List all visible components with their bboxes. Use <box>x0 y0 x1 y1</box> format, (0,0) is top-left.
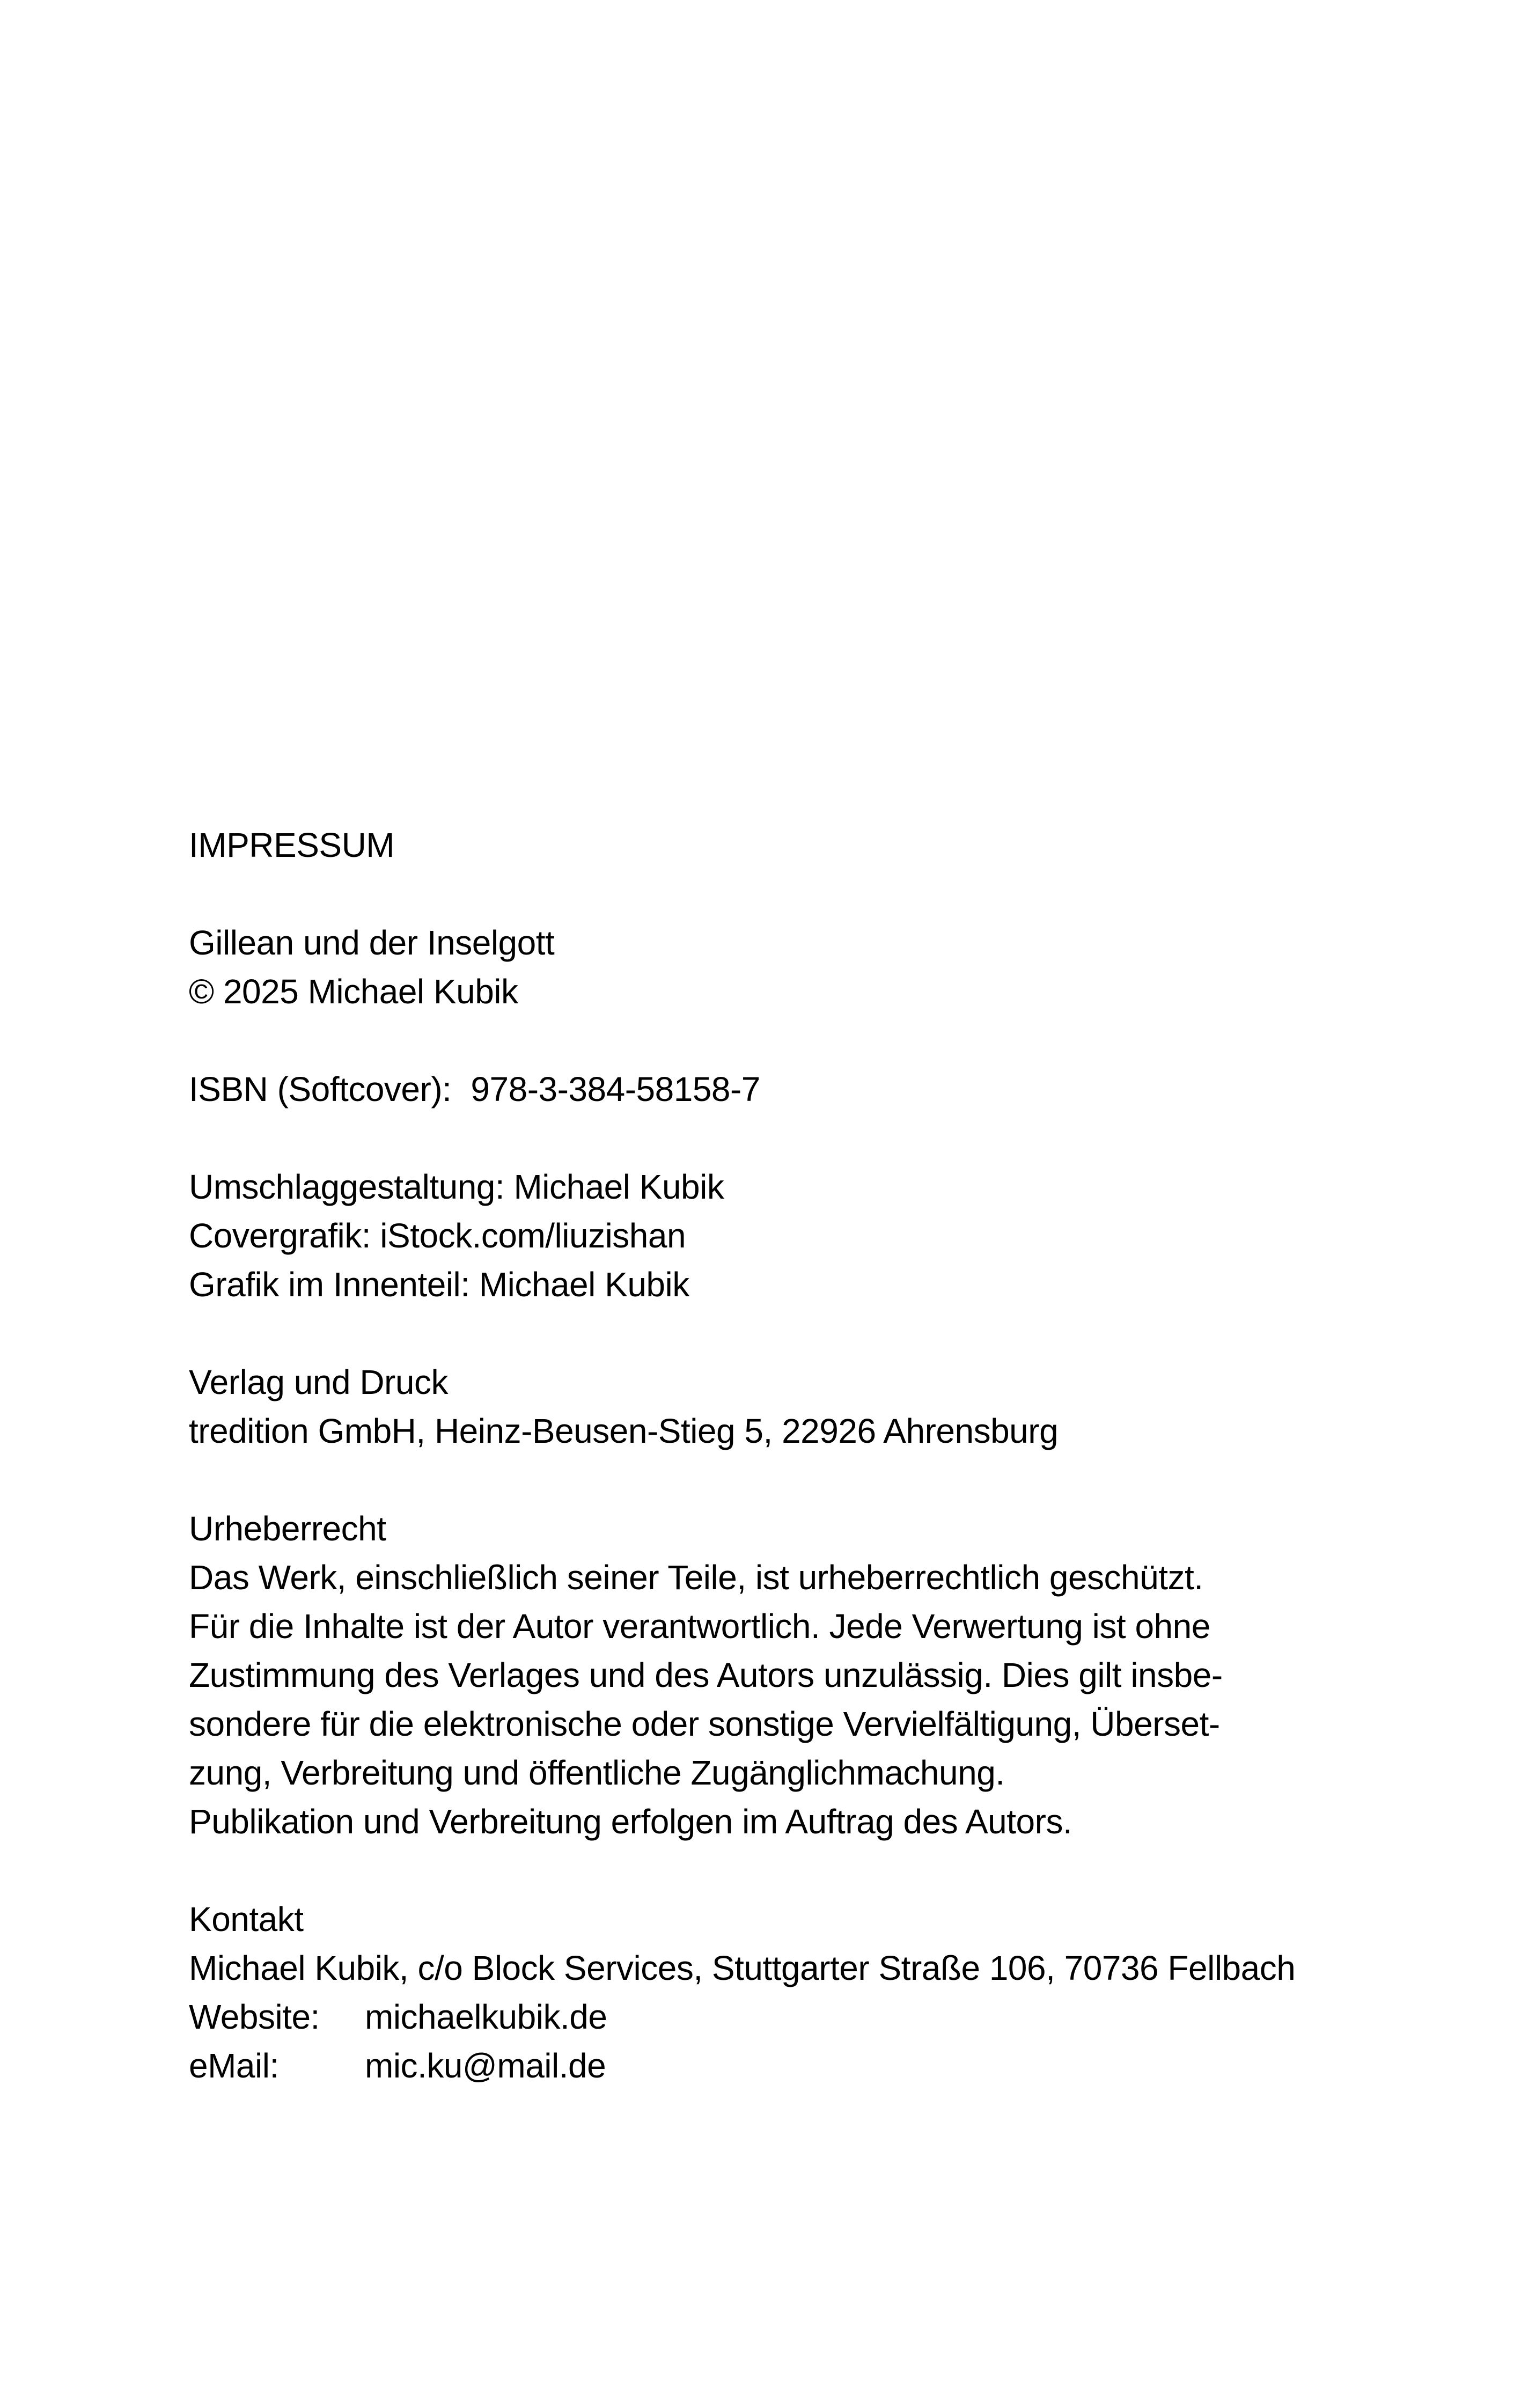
isbn-line <box>189 1065 1423 1114</box>
copyright-notice-line: zung, Verbreitung und öffentliche Zugänglichmachung. <box>189 1753 1005 1792</box>
cover-design-credit: Umschlaggestaltung: Michael Kubik <box>189 1168 724 1206</box>
copyright-notice-line: Das Werk, einschließlich seiner Teile, ist urheberrechtlich geschützt. <box>189 1558 1203 1597</box>
copyright-notice-heading: Urheberrecht <box>189 1509 386 1548</box>
book-title: Gillean und der Inselgott <box>189 923 555 962</box>
cover-graphic-credit: Covergrafik: iStock.com/liuzishan <box>189 1216 686 1255</box>
website-label: Website: <box>189 1998 320 2036</box>
copyright-notice-line: Publikation und Verbreitung erfolgen im Auftrag des Autors. <box>189 1802 1072 1841</box>
spacer <box>189 870 1423 919</box>
publisher-heading: Verlag und Druck <box>189 1363 448 1401</box>
email-address: mic.ku@mail.de <box>365 2046 606 2085</box>
copyright-notice-line: Für die Inhalte ist der Autor verantwortlich. Jede Verwertung ist ohne <box>189 1607 1210 1646</box>
imprint-heading: IMPRESSUM <box>189 826 395 864</box>
email-label: eMail: <box>189 2046 279 2085</box>
website-line <box>189 1993 1423 2042</box>
website-link: michaelkubik.de <box>365 1998 607 2036</box>
inner-graphic-credit: Grafik im Innenteil: Michael Kubik <box>189 1265 689 1304</box>
contact-address: Michael Kubik, c/o Block Services, Stuttgarter Straße 106, 70736 Fellbach <box>189 1949 1296 1987</box>
spacer <box>189 1456 1423 1504</box>
copyright-notice-line: Zustimmung des Verlages und des Autors unzulässig. Dies gilt insbe- <box>189 1656 1223 1694</box>
isbn-value: 978-3-384-58158-7 <box>471 1070 760 1108</box>
email-line <box>189 2042 1423 2090</box>
copyright-line: © 2025 Michael Kubik <box>189 972 518 1011</box>
isbn-label: ISBN (Softcover): <box>189 1070 452 1108</box>
imprint-block <box>189 821 1423 2090</box>
copyright-notice-line: sondere für die elektronische oder sonstige Vervielfältigung, Überset- <box>189 1705 1220 1743</box>
spacer <box>189 1309 1423 1358</box>
spacer <box>189 1114 1423 1163</box>
publisher-address: tredition GmbH, Heinz-Beusen-Stieg 5, 22926 Ahrensburg <box>189 1412 1059 1450</box>
contact-heading: Kontakt <box>189 1900 304 1939</box>
spacer <box>189 1846 1423 1895</box>
spacer <box>189 1016 1423 1065</box>
